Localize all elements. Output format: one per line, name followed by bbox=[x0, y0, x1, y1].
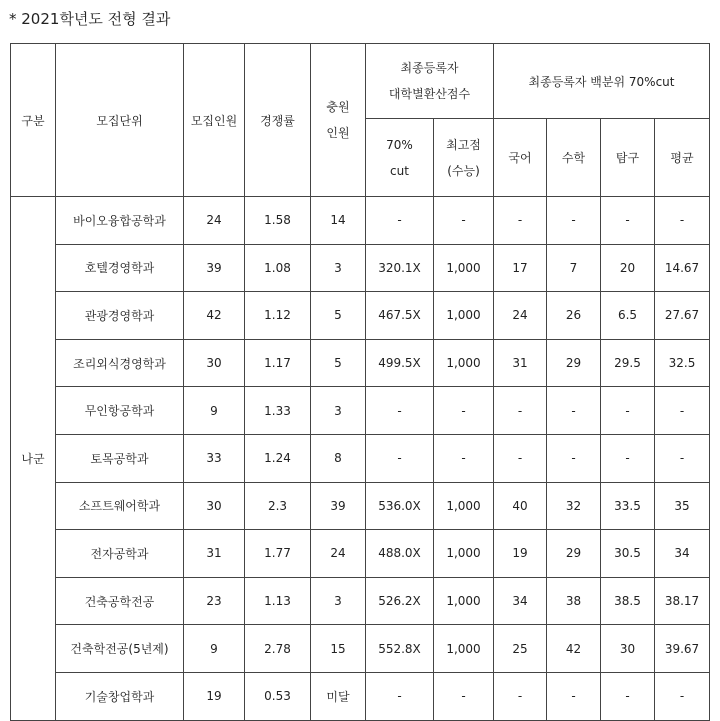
quota-cell: 30 bbox=[184, 482, 245, 530]
korean-cell: 17 bbox=[494, 244, 547, 292]
math-cell: 29 bbox=[547, 339, 601, 387]
table-row bbox=[11, 197, 710, 245]
explore-cell: - bbox=[601, 672, 655, 720]
header-quota: 모집인원 bbox=[184, 44, 245, 197]
extra-cell: 5 bbox=[311, 292, 366, 340]
explore-cell: 29.5 bbox=[601, 339, 655, 387]
math-cell: 42 bbox=[547, 625, 601, 673]
header-row-1 bbox=[11, 44, 710, 119]
header-cut70 bbox=[366, 119, 434, 197]
extra-cell: 24 bbox=[311, 530, 366, 578]
math-cell: - bbox=[547, 387, 601, 435]
explore-cell: - bbox=[601, 434, 655, 482]
header-final-score bbox=[366, 44, 494, 119]
competition-cell: 2.78 bbox=[245, 625, 311, 673]
quota-cell: 19 bbox=[184, 672, 245, 720]
header-extra-line2: 인원 bbox=[326, 126, 350, 140]
explore-cell: 30.5 bbox=[601, 530, 655, 578]
cut70-cell: 488.0X bbox=[366, 530, 434, 578]
header-cut70-line1: 70% bbox=[386, 137, 413, 152]
average-cell: - bbox=[655, 387, 710, 435]
table-row bbox=[11, 292, 710, 340]
competition-cell: 1.12 bbox=[245, 292, 311, 340]
math-cell: - bbox=[547, 197, 601, 245]
average-cell: 38.17 bbox=[655, 577, 710, 625]
explore-cell: 20 bbox=[601, 244, 655, 292]
explore-cell: 38.5 bbox=[601, 577, 655, 625]
competition-cell: 1.33 bbox=[245, 387, 311, 435]
competition-cell: 1.77 bbox=[245, 530, 311, 578]
extra-cell: 8 bbox=[311, 434, 366, 482]
extra-cell: 3 bbox=[311, 244, 366, 292]
max-cell: - bbox=[434, 387, 494, 435]
korean-cell: 34 bbox=[494, 577, 547, 625]
quota-cell: 24 bbox=[184, 197, 245, 245]
math-cell: 26 bbox=[547, 292, 601, 340]
unit-cell: 건축학전공(5년제) bbox=[56, 625, 184, 673]
unit-cell: 전자공학과 bbox=[56, 530, 184, 578]
explore-cell: - bbox=[601, 387, 655, 435]
extra-cell: 39 bbox=[311, 482, 366, 530]
extra-cell: 3 bbox=[311, 387, 366, 435]
extra-cell: 15 bbox=[311, 625, 366, 673]
header-final-line2: 대학별환산점수 bbox=[388, 87, 471, 101]
max-cell: - bbox=[434, 434, 494, 482]
table-row bbox=[11, 387, 710, 435]
cut70-cell: - bbox=[366, 672, 434, 720]
extra-cell: 5 bbox=[311, 339, 366, 387]
header-explore: 탐구 bbox=[601, 119, 655, 197]
average-cell: 14.67 bbox=[655, 244, 710, 292]
table-row bbox=[11, 530, 710, 578]
competition-cell: 1.58 bbox=[245, 197, 311, 245]
unit-cell: 관광경영학과 bbox=[56, 292, 184, 340]
max-cell: 1,000 bbox=[434, 577, 494, 625]
explore-cell: 30 bbox=[601, 625, 655, 673]
max-cell: 1,000 bbox=[434, 530, 494, 578]
average-cell: - bbox=[655, 434, 710, 482]
cut70-cell: 320.1X bbox=[366, 244, 434, 292]
average-cell: - bbox=[655, 672, 710, 720]
korean-cell: - bbox=[494, 672, 547, 720]
quota-cell: 39 bbox=[184, 244, 245, 292]
korean-cell: 24 bbox=[494, 292, 547, 340]
cut70-cell: 526.2X bbox=[366, 577, 434, 625]
header-max bbox=[434, 119, 494, 197]
quota-cell: 30 bbox=[184, 339, 245, 387]
max-cell: 1,000 bbox=[434, 339, 494, 387]
unit-cell: 기술창업학과 bbox=[56, 672, 184, 720]
header-competition: 경쟁률 bbox=[245, 44, 311, 197]
cut70-cell: - bbox=[366, 387, 434, 435]
header-final-line1: 최종등록자 bbox=[400, 61, 459, 75]
max-cell: 1,000 bbox=[434, 482, 494, 530]
quota-cell: 42 bbox=[184, 292, 245, 340]
explore-cell: 6.5 bbox=[601, 292, 655, 340]
header-average: 평균 bbox=[655, 119, 710, 197]
header-category: 구분 bbox=[11, 44, 56, 197]
unit-cell: 소프트웨어학과 bbox=[56, 482, 184, 530]
cut70-cell: - bbox=[366, 197, 434, 245]
competition-cell: 0.53 bbox=[245, 672, 311, 720]
table-row bbox=[11, 339, 710, 387]
average-cell: 32.5 bbox=[655, 339, 710, 387]
max-cell: 1,000 bbox=[434, 292, 494, 340]
header-max-line1: 최고점 bbox=[446, 137, 481, 152]
quota-cell: 9 bbox=[184, 625, 245, 673]
unit-cell: 무인항공학과 bbox=[56, 387, 184, 435]
explore-cell: 33.5 bbox=[601, 482, 655, 530]
korean-cell: 25 bbox=[494, 625, 547, 673]
cut70-cell: 536.0X bbox=[366, 482, 434, 530]
max-cell: 1,000 bbox=[434, 244, 494, 292]
table-row bbox=[11, 244, 710, 292]
table-row bbox=[11, 482, 710, 530]
unit-cell: 조리외식경영학과 bbox=[56, 339, 184, 387]
korean-cell: 31 bbox=[494, 339, 547, 387]
unit-cell: 호텔경영학과 bbox=[56, 244, 184, 292]
average-cell: 34 bbox=[655, 530, 710, 578]
quota-cell: 9 bbox=[184, 387, 245, 435]
unit-cell: 건축공학전공 bbox=[56, 577, 184, 625]
korean-cell: - bbox=[494, 197, 547, 245]
math-cell: 29 bbox=[547, 530, 601, 578]
korean-cell: 19 bbox=[494, 530, 547, 578]
header-math: 수학 bbox=[547, 119, 601, 197]
cut70-cell: 499.5X bbox=[366, 339, 434, 387]
math-cell: 32 bbox=[547, 482, 601, 530]
header-max-line2: (수능) bbox=[447, 163, 480, 178]
extra-cell: 미달 bbox=[311, 672, 366, 720]
header-cut70-line2: cut bbox=[390, 163, 409, 178]
cut70-cell: 467.5X bbox=[366, 292, 434, 340]
competition-cell: 1.17 bbox=[245, 339, 311, 387]
math-cell: 38 bbox=[547, 577, 601, 625]
unit-cell: 바이오융합공학과 bbox=[56, 197, 184, 245]
max-cell: 1,000 bbox=[434, 625, 494, 673]
unit-cell: 토목공학과 bbox=[56, 434, 184, 482]
header-extra-line1: 충원 bbox=[326, 100, 350, 114]
average-cell: 39.67 bbox=[655, 625, 710, 673]
extra-cell: 3 bbox=[311, 577, 366, 625]
page-title: * 2021학년도 전형 결과 bbox=[9, 10, 171, 28]
max-cell: - bbox=[434, 197, 494, 245]
math-cell: - bbox=[547, 672, 601, 720]
table-row bbox=[11, 434, 710, 482]
max-cell: - bbox=[434, 672, 494, 720]
table-row bbox=[11, 577, 710, 625]
extra-cell: 14 bbox=[311, 197, 366, 245]
explore-cell: - bbox=[601, 197, 655, 245]
korean-cell: 40 bbox=[494, 482, 547, 530]
quota-cell: 33 bbox=[184, 434, 245, 482]
competition-cell: 1.08 bbox=[245, 244, 311, 292]
average-cell: - bbox=[655, 197, 710, 245]
math-cell: - bbox=[547, 434, 601, 482]
group-cell: 나군 bbox=[11, 197, 56, 721]
competition-cell: 2.3 bbox=[245, 482, 311, 530]
math-cell: 7 bbox=[547, 244, 601, 292]
header-korean: 국어 bbox=[494, 119, 547, 197]
korean-cell: - bbox=[494, 387, 547, 435]
competition-cell: 1.13 bbox=[245, 577, 311, 625]
table-row bbox=[11, 625, 710, 673]
admission-results-table bbox=[10, 43, 710, 721]
header-percentile: 최종등록자 백분위 70%cut bbox=[494, 44, 710, 119]
quota-cell: 23 bbox=[184, 577, 245, 625]
quota-cell: 31 bbox=[184, 530, 245, 578]
cut70-cell: - bbox=[366, 434, 434, 482]
competition-cell: 1.24 bbox=[245, 434, 311, 482]
average-cell: 35 bbox=[655, 482, 710, 530]
table-row bbox=[11, 672, 710, 720]
header-unit: 모집단위 bbox=[56, 44, 184, 197]
korean-cell: - bbox=[494, 434, 547, 482]
cut70-cell: 552.8X bbox=[366, 625, 434, 673]
header-extra bbox=[311, 44, 366, 197]
average-cell: 27.67 bbox=[655, 292, 710, 340]
